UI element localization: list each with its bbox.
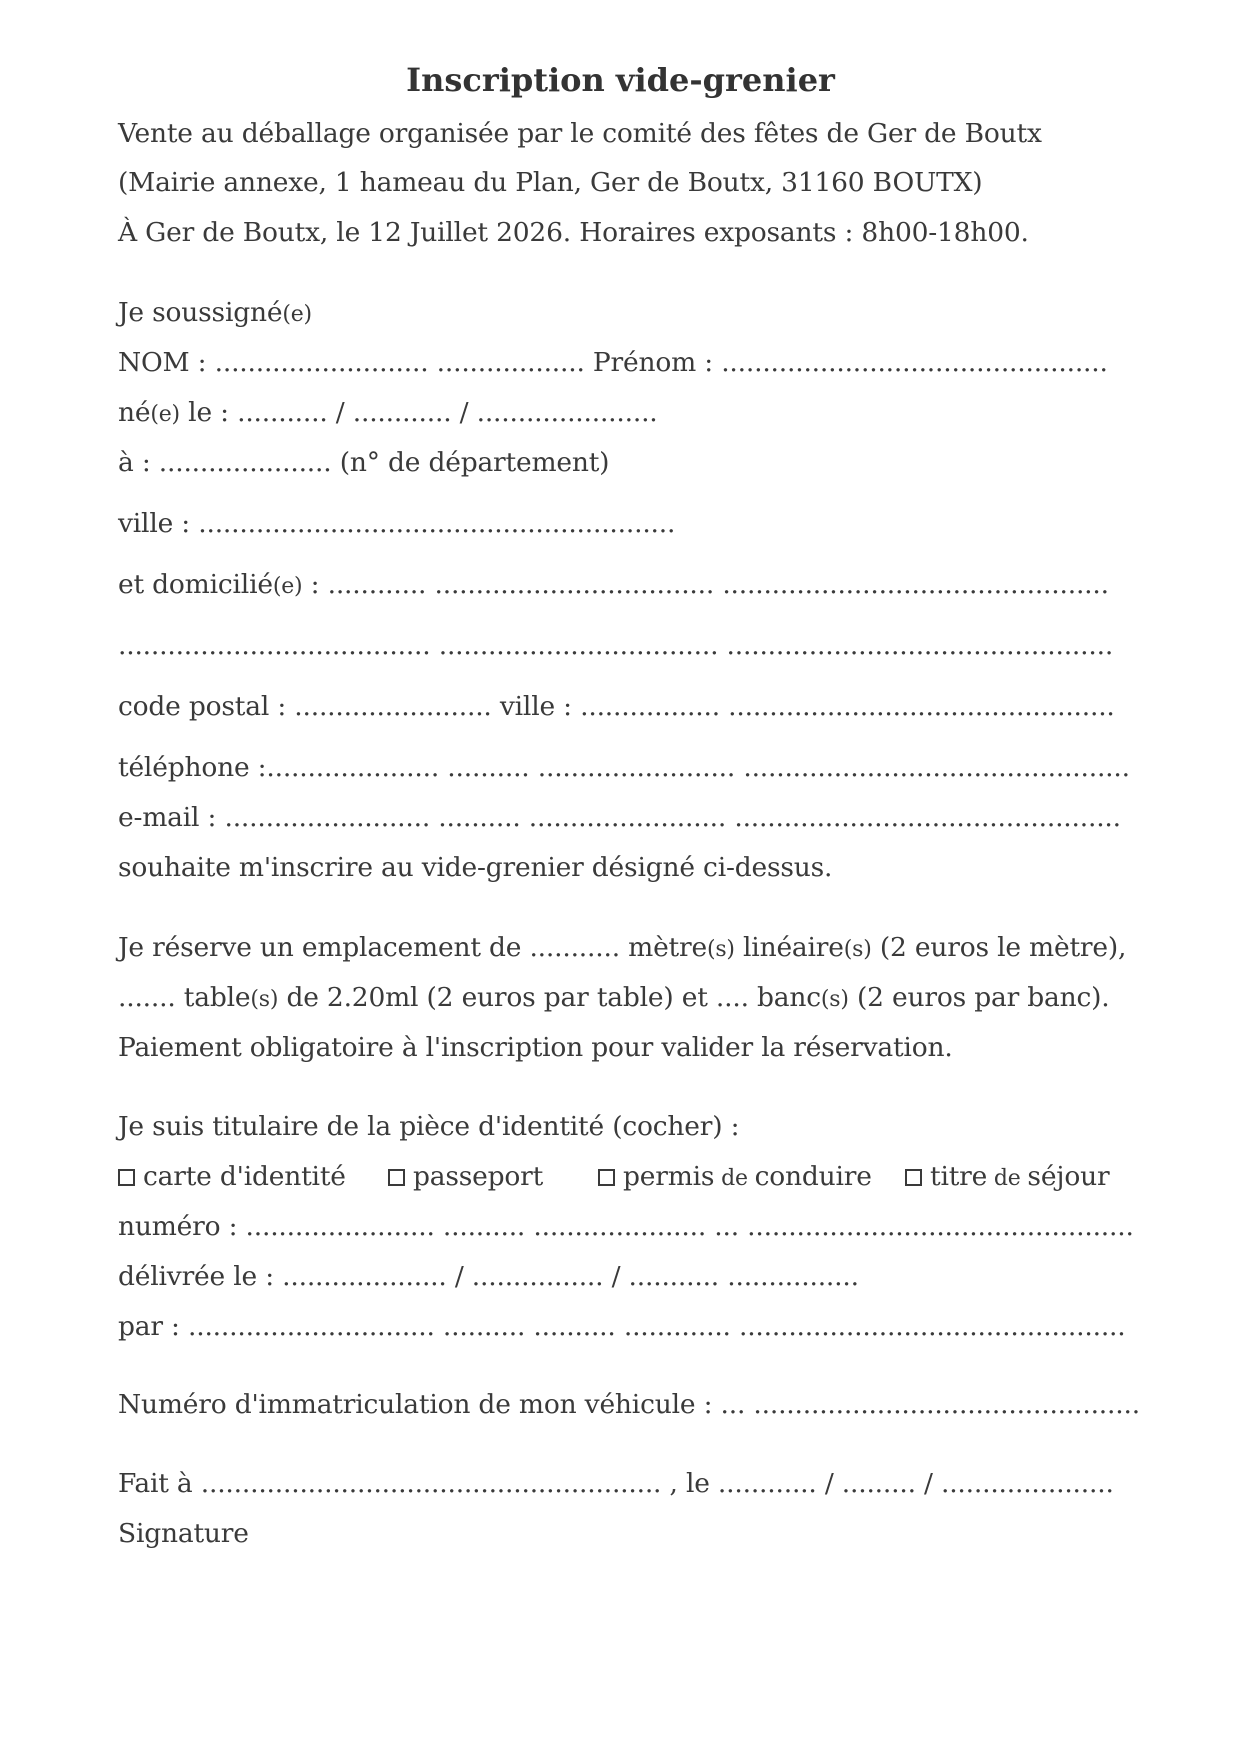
- option-passeport[interactable]: [388, 1161, 543, 1193]
- code-postal-ville-field[interactable]: code postal : ........................ ville : ................. ...............................................: [118, 691, 1115, 722]
- email-field[interactable]: e-mail : ......................... .......... ........................ ...............................................: [118, 802, 1121, 833]
- delivree-field[interactable]: délivrée le : .................... / ................ / ........... ................: [118, 1261, 859, 1292]
- reservation2-text-e: (2 euros par banc).: [848, 982, 1110, 1013]
- checkbox-icon[interactable]: [598, 1169, 615, 1186]
- identite-options: [118, 1161, 1128, 1193]
- soussigne-suffix: (e): [282, 302, 312, 327]
- checkbox-icon[interactable]: [388, 1169, 405, 1186]
- option-label-end: séjour: [1027, 1161, 1110, 1192]
- intro-line-1: Vente au déballage organisée par le comité des fêtes de Ger de Boutx: [118, 118, 1042, 149]
- option-label-end: conduire: [754, 1161, 872, 1192]
- reservation-text-e: (2 euros le mètre),: [871, 932, 1127, 963]
- checkbox-icon[interactable]: [905, 1169, 922, 1186]
- ne-suffix: (e): [150, 402, 180, 427]
- domicilie-dots: : ............ .................................. ...............................................: [302, 569, 1109, 600]
- reservation-text-a: Je réserve un emplacement de ........... mètre: [118, 932, 707, 963]
- reservation-line-1[interactable]: [118, 932, 1126, 966]
- option-label: permis: [623, 1161, 715, 1192]
- option-titre-sejour[interactable]: [905, 1161, 1109, 1195]
- reservation2-suffix-2: (s): [820, 987, 849, 1012]
- option-label: titre: [930, 1161, 988, 1192]
- identite-heading: Je suis titulaire de la pièce d'identité (cocher) :: [118, 1111, 740, 1142]
- ne-label: né: [118, 397, 151, 428]
- reservation-suffix-1: (s): [706, 937, 735, 962]
- soussigne-line: [118, 297, 312, 331]
- domicile-field[interactable]: [118, 569, 1109, 603]
- signature-label: Signature: [118, 1518, 249, 1549]
- paiement-line: Paiement obligatoire à l'inscription pour valider la réservation.: [118, 1032, 953, 1063]
- option-label-de: de: [987, 1166, 1028, 1191]
- ne-dots: le : ........... / ............ / ......................: [179, 397, 658, 428]
- reservation2-text-c: de 2.20ml (2 euros par table) et .... banc: [278, 982, 821, 1013]
- date-naissance-field[interactable]: [118, 397, 658, 431]
- fait-a-field[interactable]: Fait à ........................................................ , le ............ / ......... / .....................: [118, 1468, 1114, 1499]
- reservation2-suffix-1: (s): [250, 987, 279, 1012]
- option-label-de: de: [714, 1166, 755, 1191]
- reservation-line-2[interactable]: [118, 982, 1110, 1016]
- option-label: passeport: [413, 1161, 544, 1192]
- intro-line-2: (Mairie annexe, 1 hameau du Plan, Ger de Boutx, 31160 BOUTX): [118, 167, 983, 198]
- telephone-field[interactable]: téléphone :..................... .......... ........................ ...............................................: [118, 752, 1130, 783]
- reservation2-text-a: ....... table: [118, 982, 251, 1013]
- option-label: carte d'identité: [143, 1161, 346, 1192]
- checkbox-icon[interactable]: [118, 1169, 135, 1186]
- adresse-suite-field[interactable]: ...................................... .................................. ...............................................: [118, 630, 1114, 661]
- intro-line-3: À Ger de Boutx, le 12 Juillet 2026. Horaires exposants : 8h00-18h00.: [118, 217, 1029, 248]
- souhaite-line: souhaite m'inscrire au vide-grenier désigné ci-dessus.: [118, 852, 833, 883]
- numero-piece-field[interactable]: numéro : ....................... .......... ..................... ... ...............................................: [118, 1211, 1134, 1242]
- departement-field[interactable]: à : ..................... (n° de département): [118, 447, 610, 478]
- immatriculation-field[interactable]: Numéro d'immatriculation de mon véhicule : ... ...............................................: [118, 1389, 1140, 1420]
- reservation-suffix-2: (s): [843, 937, 872, 962]
- par-field[interactable]: par : .............................. .......... .......... ............. ...............................................: [118, 1311, 1126, 1342]
- nom-prenom-field[interactable]: NOM : .......................... .................. Prénom : ...............................................: [118, 347, 1108, 378]
- domicilie-suffix: (e): [272, 574, 303, 599]
- page-title: Inscription vide-grenier: [406, 61, 835, 99]
- reservation-text-c: linéaire: [734, 932, 844, 963]
- domicilie-label: et domicilié: [118, 569, 273, 600]
- option-carte-identite[interactable]: [118, 1161, 346, 1193]
- ville-naissance-field[interactable]: ville : ..........................................................: [118, 508, 676, 539]
- option-permis[interactable]: [598, 1161, 872, 1195]
- soussigne-text: Je soussigné: [118, 297, 283, 328]
